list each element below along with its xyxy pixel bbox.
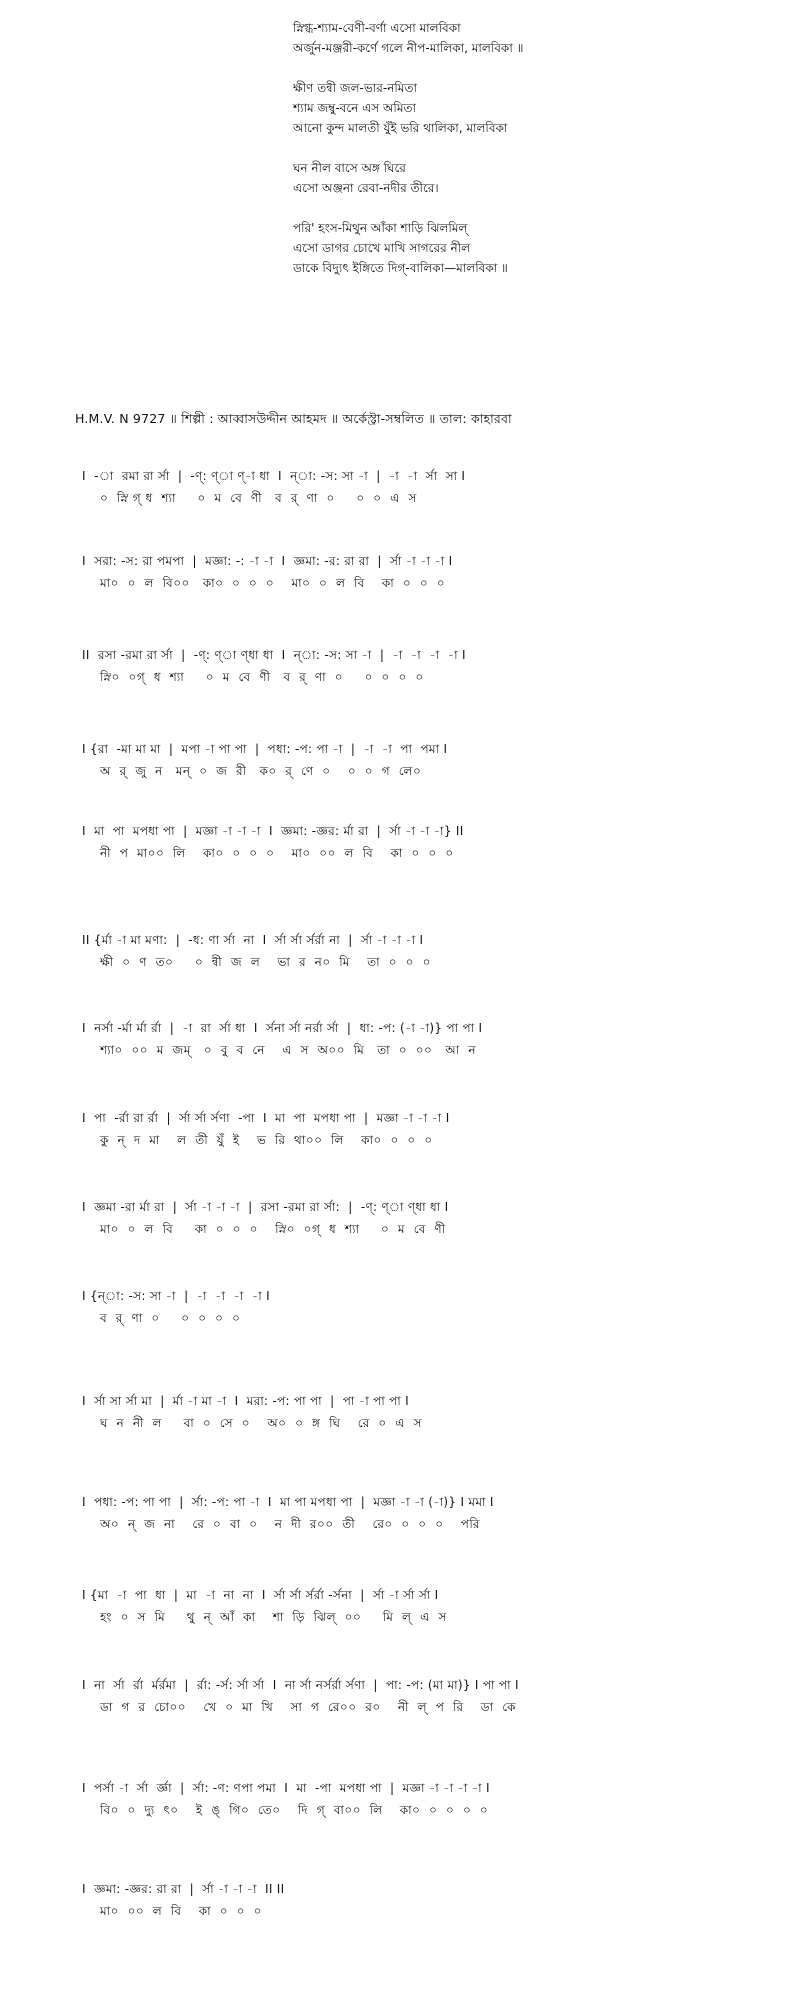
notation-block: [0, 1677, 800, 1737]
notation-block: [0, 468, 800, 528]
bol-line: ০ স্নি গ্‌ ধ শ্যা ০ ম বে ণী ব র্ ণা ০ ০ ০ এ স: [100, 491, 417, 505]
notation-block: [0, 1020, 800, 1080]
lyric-line: আনো কুন্দ মালতী যুঁই ভরি থালিকা, মালবিকা: [293, 121, 508, 135]
bol-line: মা০ ০০ ল বি কা ০ ০ ০: [100, 1904, 262, 1918]
lyric-line: ক্ষীণ তন্বী জল-ভার-নমিতা: [293, 81, 417, 95]
swara-line: I মা পা মপধা পা | মজ্ঞা -া -া -া I জ্ঞমা: -জ্ঞর: র্মা রা | র্সা -া -া -া} II: [82, 824, 464, 838]
bol-line: কু ন্‌ দ মা ল তী যুঁ ই ভ রি থা০০ লি কা০ ০ ০ ০: [100, 1133, 433, 1147]
notation-block: [0, 1881, 800, 1941]
lyric-line: এসো ডাগর চোখে মাখি সাগরের নীল: [293, 241, 471, 255]
swara-line: I পধা: -প: পা পা | র্সা: -প: পা -া I মা পা মপধা পা | মজ্ঞা -া -া (-া)} I মমা I: [82, 1495, 494, 1509]
swara-line: I জ্ঞমা -রা র্মা রা | র্সা -া -া -া | রসা -রমা রা র্সা: | -ণ্: ণ্া ণ্ধা ধা I: [82, 1200, 449, 1214]
swara-line: I সরা: -স: রা পমপা | মজ্ঞা: -: -া -া I জ্ঞমা: -র: রা রা | র্সা -া -া -া I: [82, 554, 453, 568]
bol-line: মা০ ০ ল বি০০ কা০ ০ ০ ০ মা০ ০ ল বি কা ০ ০ ০: [100, 576, 446, 590]
notation-block: [0, 932, 800, 992]
bol-line: অ র্ জু ন মন্‌ ০ জ রী ক০ র্ ণে ০ ০ ০ গ লে০: [100, 764, 422, 778]
bol-line: শ্যা০ ০০ ম জম্‌ ০ বু ব নে এ স অ০০ মি তা ০ ০০ আ ন: [100, 1043, 477, 1057]
lyric-stanza: [293, 218, 753, 278]
swara-line: I জ্ঞমা: -জ্ঞর: রা রা | র্সা -া -া -া II II: [82, 1882, 285, 1896]
lyric-stanza: [293, 158, 753, 198]
notation-block: [0, 1199, 800, 1259]
swara-line: I র্সা সা র্সা মা | র্মা -া মা -া I মরা: -প: পা পা | পা -া পা পা I: [82, 1394, 410, 1408]
bol-line: নী প মা০০ লি কা০ ০ ০ ০ মা০ ০০ ল বি কা ০ ০ ০: [100, 846, 454, 860]
lyric-line: পরি' হংস-মিথুন আঁকা শাড়ি ঝিলমিল্‌: [293, 221, 468, 235]
lyric-line: ঘন নীল বাসে অঙ্গ ঘিরে: [293, 161, 406, 175]
bol-line: অ০ ন্‌ জ না রে ০ বা ০ ন দী র০০ তী রে০ ০ ০ ০ পরি: [100, 1517, 480, 1531]
notation-block: [0, 1587, 800, 1647]
notation-block: [0, 1780, 800, 1840]
swara-line: I পর্সা -া র্সা র্জ্ঞা | র্সা: -ণ: ণপা পমা I মা -পা মপধা পা | মজ্ঞা -া -া -া -া I: [82, 1781, 490, 1795]
swara-line: I {রা -মা মা মা | মপা -া পা পা | পধা: -প: পা -া | -া -া পা পমা I: [82, 742, 448, 756]
swara-line: II {র্মা -া মা মণা: | -ধ: ণা র্সা না I র্সা র্সা র্সর্রা না | র্সা -া -া -া I: [82, 933, 424, 947]
notation-block: [0, 553, 800, 613]
bol-line: ব র্ ণা ০ ০ ০ ০ ০: [100, 1311, 241, 1325]
bol-line: মা০ ০ ল বি কা ০ ০ ০ স্নি০ ০গ্‌ ধ শ্যা ০ ম বে ণী: [100, 1222, 446, 1236]
notation-block: [0, 741, 800, 801]
notation-block: [0, 1288, 800, 1348]
bol-line: ক্ষী ০ ণ ত০ ০ ন্বী জ ল ভা র ন০ মি তা ০ ০ ০: [100, 955, 431, 969]
swara-line: I -া রমা রা র্সা | -ণ্: ণ্া ণ্-া ধা I ন্া: -স: সা -া | -া -া র্সা সা I: [82, 469, 466, 483]
lyric-line: অর্জুন-মঞ্জরী-কর্ণে গলে নীপ-মালিকা, মালবিকা ॥: [293, 41, 524, 55]
bol-line: স্নি০ ০গ্‌ ধ শ্যা ০ ম বে ণী ব র্ ণা ০ ০ ০ ০ ০: [100, 670, 424, 684]
notation-block: [0, 1494, 800, 1554]
swara-line: I না র্সা র্রা র্মর্রমা | র্রা: -র্স: র্সা র্সা I না র্সা নর্সর্রা র্সণা | পা: -প: (মা মা)} I পা পা I: [82, 1678, 519, 1692]
lyric-line: এসো অঞ্জনা রেবা-নদীর তীরে।: [293, 181, 439, 195]
notation-block: [0, 823, 800, 883]
lyric-line: ডাকে বিদ্যুৎ ইঙ্গিতে দিগ্‌-বালিকা—মালবিকা ॥: [293, 261, 508, 275]
swara-line: I নর্সা -র্মা র্মা র্রা | -া রা র্সা ধা I র্সনা র্সা নর্রা র্সা | ধা: -প: (-া -া)} পা পা I: [82, 1021, 483, 1035]
bol-line: ডা গ র চো০০ খে ০ মা খি সা গ রে০০ র০ নী ল্‌ প রি ডা কে: [100, 1700, 516, 1714]
song-lyrics: [293, 18, 753, 298]
notation-block: [0, 647, 800, 707]
swara-line: I পা -র্রা রা র্রা | র্সা র্সা র্সণা -পা I মা পা মপধা পা | মজ্ঞা -া -া -া I: [82, 1111, 450, 1125]
swara-line: II রসা -রমা রা র্সা | -ণ্: ণ্া ণ্ধা ধা I ন্া: -স: সা -া | -া -া -া -া I: [82, 648, 466, 662]
notation-block: [0, 1393, 800, 1453]
bol-line: হং ০ স মি থু ন্‌ আঁ কা শা ড়ি ঝিল্‌ ০০ মি ল্‌ এ স: [100, 1610, 447, 1624]
bol-line: ঘ ন নী ল বা ০ সে ০ অ০ ০ ঙ্গ ঘি রে ০ এ স: [100, 1416, 422, 1430]
lyric-line: শ্যাম জম্বু-বনে এস অমিতা: [293, 101, 416, 115]
lyric-line: স্নিগ্ধ-শ্যাম-বেণী-বর্ণা এসো মালবিকা: [293, 21, 461, 35]
lyric-stanza: [293, 18, 753, 58]
lyric-stanza: [293, 78, 753, 138]
notation-block: [0, 1110, 800, 1170]
bol-line: বি০ ০ দ্যু ৎ০ ই ঙ্‌ গি০ তে০ দি গ্‌ বা০০ লি কা০ ০ ০ ০ ০: [100, 1803, 489, 1817]
record-info: H.M.V. N 9727 ॥ শিল্পী : আব্বাসউদ্দীন আহমদ ॥ অর্কেস্ট্রা-সম্বলিত ॥ তাল: কাহারবা: [75, 411, 512, 426]
swara-line: I {মা -া পা ধা | মা -া না না I র্সা র্সা র্সর্রা -র্সনা | র্সা -া র্সা র্সা I: [82, 1588, 439, 1602]
swara-line: I {ন্া: -স: সা -া | -া -া -া -া I: [82, 1289, 270, 1303]
